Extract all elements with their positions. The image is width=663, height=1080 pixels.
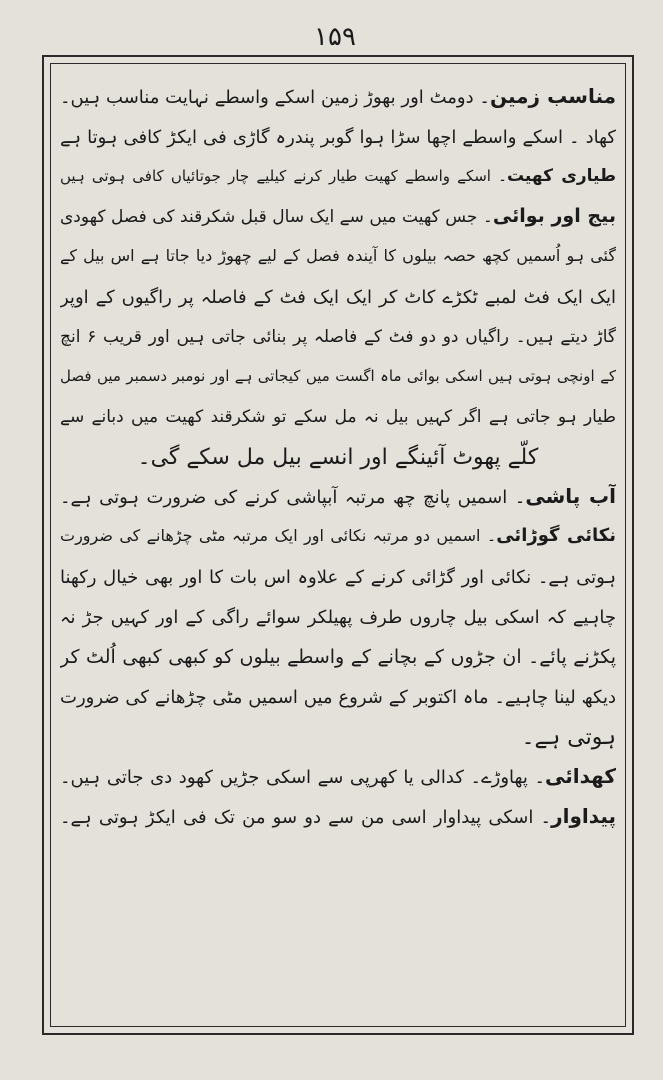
body-text [60,76,616,1016]
text-line [60,516,616,556]
section-heading: طیاری کھیت [506,166,616,186]
text-line [60,356,616,396]
text-line [60,156,616,196]
line-text: طیار ہو جاتی ہے اگر کہیں بیل نہ مل سکے تو شکرقند کھیت میں دبانے سے [60,407,616,427]
line-text: ۔ دومٹ اور بھوڑ زمین اسکے واسطے نہایت مناسب ہیں۔ [60,87,490,108]
line-text: کے اونچی ہوتی ہیں اسکی بوائی ماہ اگست میں کیجاتی ہے اور نومبر دسمبر میں فصل [60,367,616,385]
line-text: گئی ہو اُسمیں کچھ حصہ بیلوں کا آیندہ فصل کے لیے چھوڑ دیا جاتا ہے اس بیل کے [60,246,616,265]
text-line [60,76,616,116]
line-text: گاڑ دیتے ہیں۔ راگیاں دو دو فٹ کے فاصلہ پر بنائی جاتی ہیں اور قریب ۶ انچ [60,327,616,347]
text-line [60,756,616,796]
line-text: ۔ اسکی پیداوار اسی من سے دو سو من تک فی ایکڑ ہوتی ہے۔ [60,807,552,828]
section-heading: آب پاشی [525,484,616,508]
line-text: چاہیے کہ اسکی بیل چاروں طرف پھیلکر سوائے راگی کے اور کہیں جڑ نہ [60,607,616,628]
text-line [60,676,616,716]
page-number: ۱۵۹ [314,22,356,52]
text-line [60,196,616,236]
section-heading: نکائی گوڑائی [496,525,616,546]
text-line [60,796,616,836]
line-text: ہوتی ہے۔ نکائی اور گڑائی کرنے کے علاوہ اس بات کا اور بھی خیال رکھنا [60,567,616,588]
section-heading: پیداوار [551,804,616,828]
line-text: ایک ایک فٹ لمبے ٹکڑے کاٹ کر ایک ایک فٹ کے فاصلہ پر راگیوں کے اوپر [60,287,616,308]
text-line [60,236,616,276]
line-text: کھاد ۔ اسکے واسطے اچھا سڑا ہوا گوبر پندرہ گاڑی فی ایکڑ کافی ہوتا ہے [60,127,616,148]
text-line [60,396,616,436]
section-heading: کھدائی [545,764,616,788]
line-text: دیکھ لینا چاہیے۔ ماہ اکتوبر کے شروع میں اسمیں مٹی چڑھانے کی ضرورت [60,687,616,708]
line-text: ۔ پھاوڑے۔ کدالی یا کھرپی سے اسکی جڑیں کھود دی جاتی ہیں۔ [60,767,545,788]
text-line [60,316,616,356]
text-line [60,596,616,636]
text-line [60,556,616,596]
line-text: ۔ جس کھیت میں سے ایک سال قبل شکرقند کی فصل کھودی [60,207,493,227]
text-line [60,476,616,516]
line-text: ہوتی ہے۔ [521,725,616,750]
line-text: ۔ اسکے واسطے کھیت طیار کرنے کیلیے چار جوتائیاں کافی ہوتی ہیں [60,167,507,185]
line-text: ۔ اسمیں پانچ چھ مرتبہ آبپاشی کرنے کی ضرورت ہوتی ہے۔ [60,487,526,508]
section-heading: مناسب زمین [489,84,616,108]
line-text: کلّے پھوٹ آئینگے اور انسے بیل مل سکے گی۔ [137,445,539,470]
section-heading: بیج اور بوائی [492,205,616,227]
text-line [60,276,616,316]
text-line [60,636,616,676]
text-line [60,436,616,476]
text-line [60,116,616,156]
line-text: ۔ اسمیں دو مرتبہ نکائی اور ایک مرتبہ مٹی چڑھانے کی ضرورت [60,526,497,545]
text-line [60,716,616,756]
line-text: پکڑنے پائے۔ ان جڑوں کے بچانے کے واسطے بیلوں کو کبھی کبھی اُلٹ کر [60,646,616,668]
